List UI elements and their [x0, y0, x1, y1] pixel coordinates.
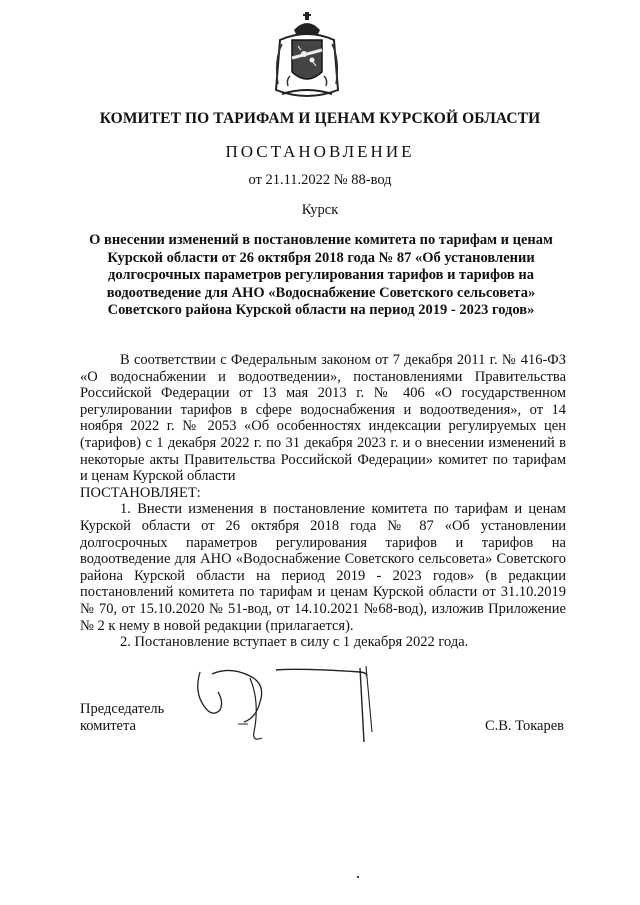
resolution-item-2: 2. Постановление вступает в силу с 1 декабря 2022 года. [120, 634, 469, 651]
signatory-position [80, 701, 164, 735]
committee-name: КОМИТЕТ ПО ТАРИФАМ И ЦЕНАМ КУРСКОЙ ОБЛАСТИ [99, 110, 541, 127]
handwritten-signature [190, 662, 390, 752]
document-date-number: от 21.11.2022 № 88-вод [248, 172, 392, 188]
signatory-position-line2: комитета [80, 718, 136, 734]
coat-of-arms-emblem [268, 10, 346, 102]
document-city: Курск [301, 202, 339, 218]
resolves-heading: ПОСТАНОВЛЯЕТ: [80, 484, 201, 501]
document-body [80, 352, 566, 651]
document-type: ПОСТАНОВЛЕНИЕ [225, 142, 415, 161]
preamble-paragraph: В соответствии с Федеральным законом от 7 декабря 2011 г. № 416-ФЗ «О водоснабжении и водоотведении», постановлениями Правительства Российской Федерации от 13 мая 2013 г. № 406 «О государственном регулировании тарифов в сфере водоснабжения и водоотведения», от 14 ноября 2022 г. № 2053 «Об особенностях индексации регулируемых цен (тарифов) с 1 декабря 2022 г. по 31 декабря 2023 г. и о внесении изменений в некоторые акты Правительства Российской Федерации» комитет по тарифам и ценам Курской области [80, 352, 566, 485]
document-title: О внесении изменений в постановление комитета по тарифам и ценам Курской области от 26 октября 2018 года № 87 «Об установлении долгосрочных параметров регулирования тарифов и тарифов на водоотведение для АНО «Водоснабжение Советского сельсовета» Советского района Курской области на период 2019 - 2023 годов» [89, 232, 553, 318]
signer-name: С.В. Токарев [484, 718, 564, 734]
signatory-position-line1: Председатель [80, 701, 165, 717]
stray-mark [355, 874, 361, 880]
resolution-item-1: 1. Внести изменения в постановление комитета по тарифам и ценам Курской области от 26 октября 2018 года № 87 «Об установлении долгосрочных параметров регулирования тарифов и тарифов на водоотведение для АНО «Водоснабжение Советского сельсовета» Советского района Курской области на период 2019 - 2023 годов» (в редакции постановлений комитета по тарифам и ценам Курской области от 31.10.2019 № 70, от 15.10.2020 № 51-вод, от 14.10.2021 №68-вод), изложив Приложение № 2 к нему в новой редакции (прилагается). [80, 501, 566, 634]
